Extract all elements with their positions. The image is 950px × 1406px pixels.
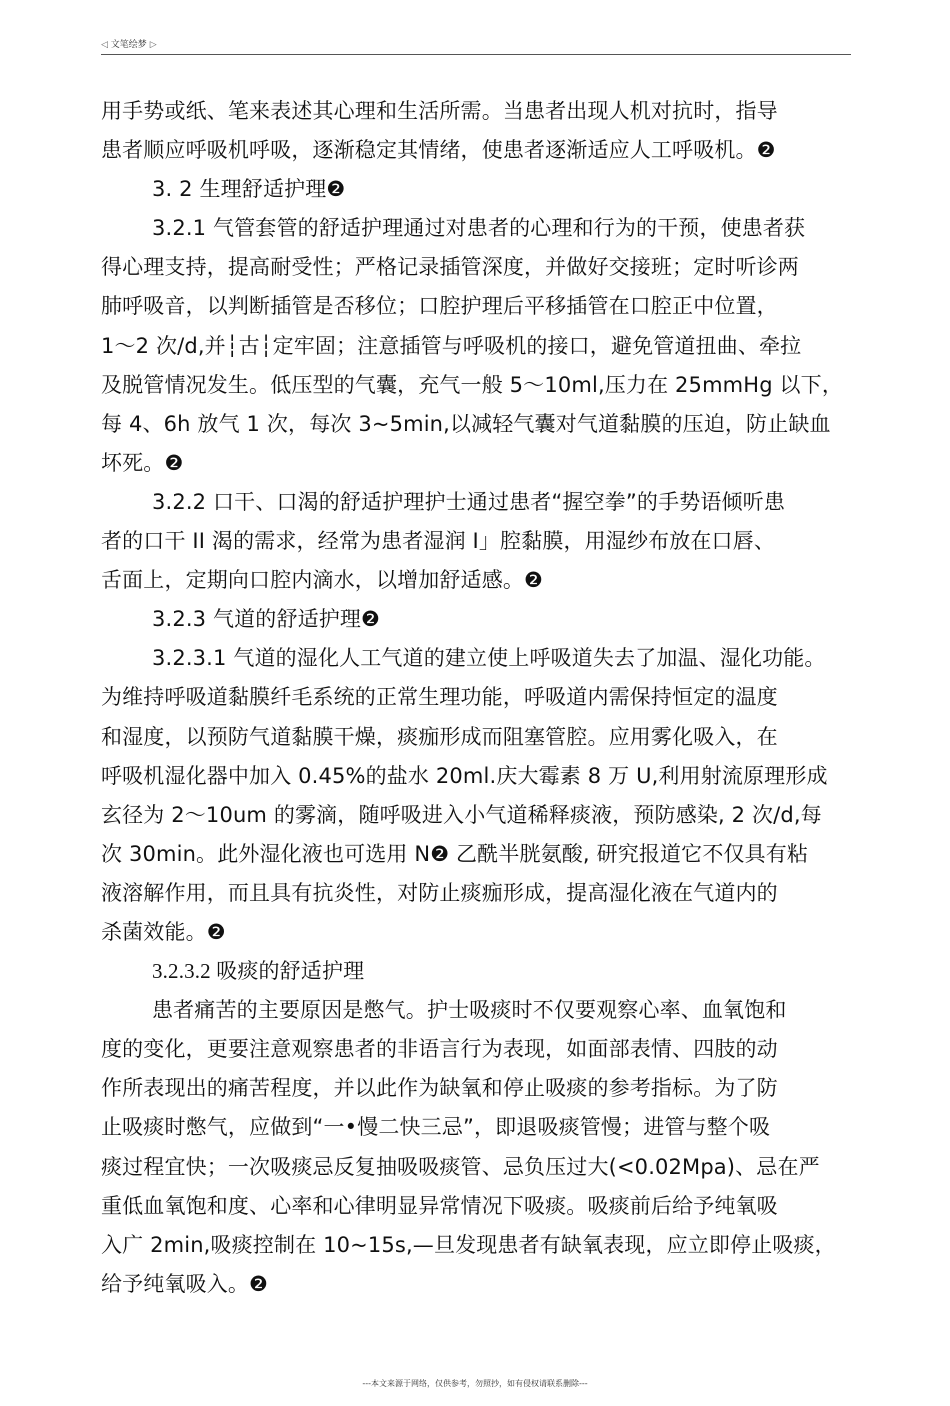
paragraph-start: 患者痛苦的主要原因是憋气。护士吸痰时不仅要观察心率、血氧饱和 [152,998,787,1023]
text-line: 玄径为 2〜10um 的雾滴，随呼吸进入小气道稀释痰液，预防感染, 2 次/d,每 [101,802,822,827]
section-heading: 3. 2 生理舒适护理❷ [152,177,346,202]
header-title: 文笔绘梦 [110,40,147,50]
text-line: 止吸痰时憋气，应做到“一•慢二快三忌”，即退吸痰管慢；进管与整个吸 [101,1115,771,1140]
text-line: 度的变化，更要注意观察患者的非语言行为表现，如面部表情、四肢的动 [101,1037,778,1062]
paragraph-start: 3.2.2 口干、口渴的舒适护理护士通过患者“握空拳”的手势语倾听患 [152,489,785,514]
text-line: 者的口干 II 渴的需求，经常为患者湿润 I」腔黏膜，用湿纱布放在口唇、 [101,529,776,554]
text-line: 1〜2 次/d,并┆古┆定牢固；注意插管与呼吸机的接口，避免管道扭曲、牵拉 [101,333,802,358]
text-line: 入广 2min,吸痰控制在 10~15s,—旦发现患者有缺氧表现，应立即停止吸痰， [101,1232,836,1257]
text-line: 给予纯氧吸入。❷ [101,1271,269,1296]
left-triangle-icon: ◁ [101,40,108,50]
paragraph-start: 3.2.1 气管套管的舒适护理通过对患者的心理和行为的干预，使患者获 [152,216,806,241]
text-line: 及脱管情况发生。低压型的气囊，充气一般 5〜10ml,压力在 25mmHg 以下， [101,372,843,397]
paragraph-start: 3.2.3.1 气道的湿化人工气道的建立使上呼吸道失去了加温、湿化功能。 [152,646,826,671]
text-line: 用手势或纸、笔来表述其心理和生活所需。当患者出现人机对抗时，指导 [101,99,778,123]
text-line: 舌面上，定期向口腔内滴水，以增加舒适感。❷ [101,568,543,593]
text-line: 呼吸机湿化器中加入 0.45%的盐水 20ml.庆大霉素 8 万 U,利用射流原理形成 [101,763,828,788]
page-footer: ---本文来源于网络，仅供参考，勿照抄，如有侵权请联系删除--- [362,1379,588,1388]
document-body [101,92,853,1304]
section-heading: 3.2.3 气道的舒适护理❷ [152,607,381,632]
text-line: 重低血氧饱和度、心率和心律明显异常情况下吸痰。吸痰前后给予纯氧吸 [101,1193,778,1218]
text-line: 患者顺应呼吸机呼吸，逐渐稳定其情绪，使患者逐渐适应人工呼吸机。❷ [101,138,776,163]
section-heading: 3.2.3.2 吸痰的舒适护理 [152,959,365,984]
text-line: 坏死。❷ [101,450,184,475]
text-line: 作所表现出的痛苦程度，并以此作为缺氧和停止吸痰的参考指标。为了防 [101,1076,778,1101]
text-line: 杀菌效能。❷ [101,919,226,944]
text-line: 得心理支持，提高耐受性；严格记录插管深度，并做好交接班；定时听诊两 [101,255,799,280]
text-line: 每 4、6h 放气 1 次，每次 3~5min,以减轻气囊对气道黏膜的压迫，防止缺血 [101,411,831,436]
right-triangle-icon: ▷ [149,40,157,50]
text-line: 为维持呼吸道黏膜纤毛系统的正常生理功能，呼吸道内需保持恒定的温度 [101,685,778,710]
text-line: 和湿度，以预防气道黏膜干燥，痰痂形成而阻塞管腔。应用雾化吸入，在 [101,724,778,749]
text-line: 痰过程宜快；一次吸痰忌反复抽吸吸痰管、忌负压过大(<0.02Mpa)、忌在严 [101,1154,820,1179]
text-line: 次 30min。此外湿化液也可选用 N❷ 乙酰半胱氨酸, 研究报道它不仅具有粘 [101,841,809,866]
text-line: 液溶解作用，而且具有抗炎性，对防止痰痂形成，提高湿化液在气道内的 [101,880,778,905]
page-header [101,38,851,55]
text-line: 肺呼吸音，以判断插管是否移位；口腔护理后平移插管在口腔正中位置， [101,294,778,319]
